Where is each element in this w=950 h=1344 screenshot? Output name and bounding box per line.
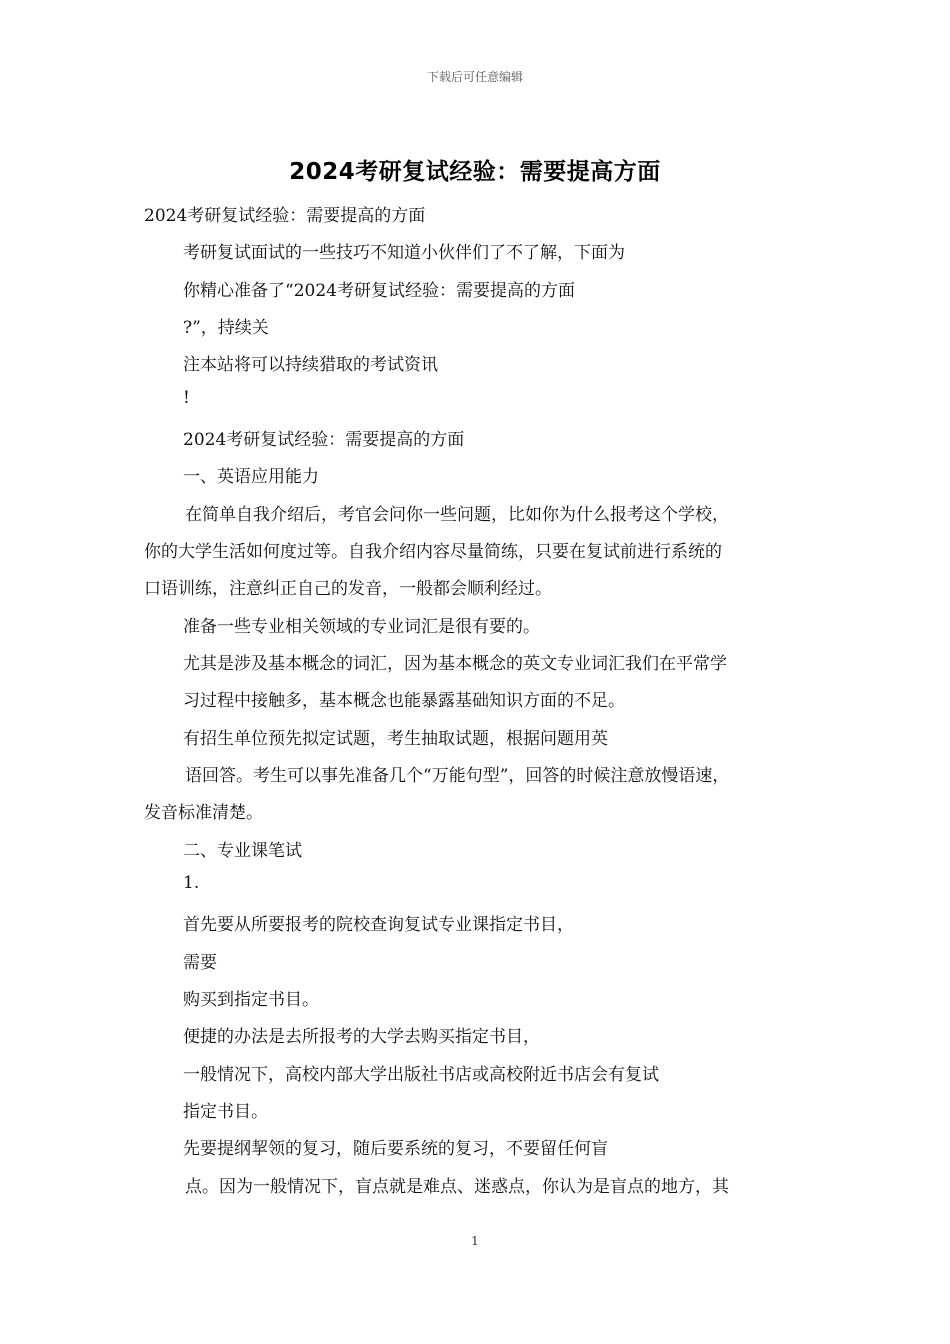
body-line: 一般情况下，高校内部大学出版社书店或高校附近书店会有复试: [183, 1065, 659, 1085]
body-line: 考研复试面试的一些技巧不知道小伙伴们了不了解，下面为: [183, 243, 625, 263]
body-line: ?”，持续关: [183, 318, 269, 338]
list-number: 1.: [183, 873, 200, 893]
body-line: 先要提纲挈领的复习，随后要系统的复习，不要留任何盲: [183, 1139, 608, 1159]
body-line: 你的大学生活如何度过等。自我介绍内容尽量简练，只要在复试前进行系统的: [144, 542, 722, 562]
section-heading: 二、专业课笔试: [183, 841, 302, 861]
body-line: 首先要从所要报考的院校查询复试专业课指定书目，: [183, 915, 574, 935]
body-line: !: [183, 388, 190, 408]
body-line: 你精心准备了“2024考研复试经验：需要提高的方面: [183, 281, 575, 301]
body-line: 指定书目。: [183, 1102, 268, 1122]
body-line: 2024考研复试经验：需要提高的方面: [144, 206, 426, 226]
body-line: 准备一些专业相关领域的专业词汇是很有要的。: [183, 617, 540, 637]
body-line: 注本站将可以持续猎取的考试资讯: [183, 355, 438, 375]
section-heading: 一、英语应用能力: [183, 467, 319, 487]
page-number: 1: [471, 1234, 479, 1248]
body-line: 有招生单位预先拟定试题，考生抽取试题，根据问题用英: [183, 729, 608, 749]
body-line: 习过程中接触多，基本概念也能暴露基础知识方面的不足。: [183, 691, 625, 711]
body-line: 点。因为一般情况下，盲点就是难点、迷惑点，你认为是盲点的地方，其: [185, 1177, 729, 1197]
body-line: 口语训练，注意纠正自己的发音，一般都会顺利经过。: [144, 579, 552, 599]
body-line: 便捷的办法是去所报考的大学去购买指定书目，: [183, 1027, 540, 1047]
body-line: 尤其是涉及基本概念的词汇，因为基本概念的英文专业词汇我们在平常学: [183, 654, 727, 674]
body-line: 需要: [183, 953, 217, 973]
body-line: 2024考研复试经验：需要提高的方面: [183, 430, 465, 450]
document-title: 2024考研复试经验：需要提高方面: [289, 159, 661, 185]
body-line: 语回答。考生可以事先准备几个“万能句型”，回答的时候注意放慢语速，: [185, 766, 730, 786]
body-line: 在简单自我介绍后，考官会问你一些问题，比如你为什么报考这个学校，: [185, 505, 729, 525]
body-line: 发音标准清楚。: [144, 803, 263, 823]
header-note: 下载后可任意编辑: [426, 70, 523, 84]
body-line: 购买到指定书目。: [183, 990, 319, 1010]
